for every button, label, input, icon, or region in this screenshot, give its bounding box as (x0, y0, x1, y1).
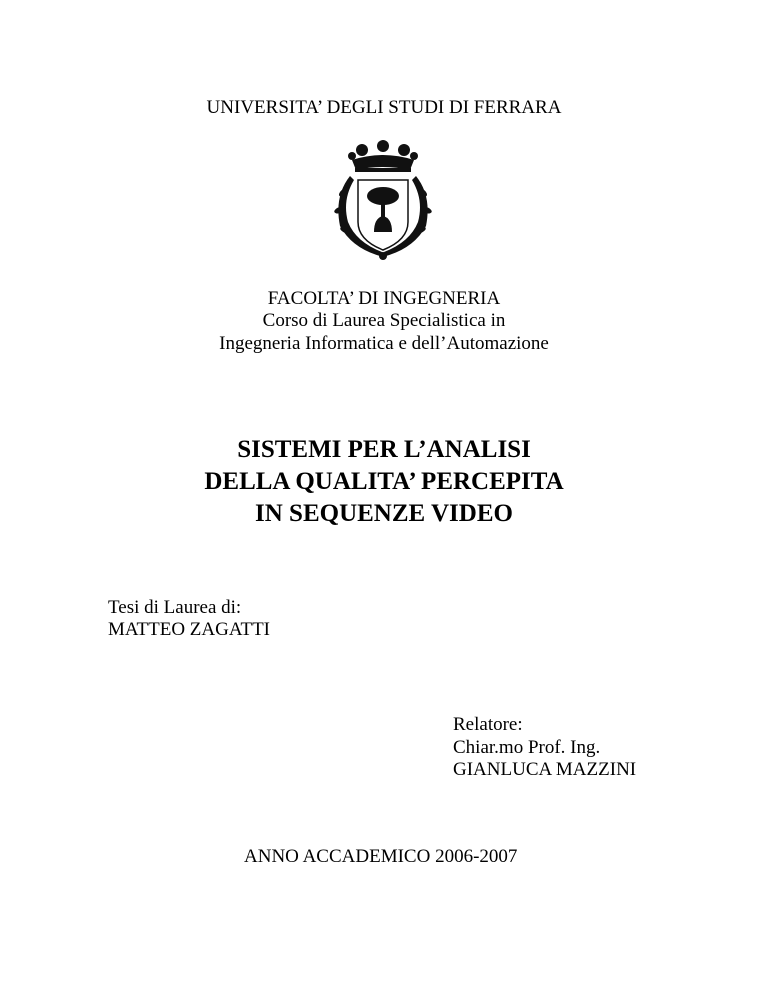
thesis-title-line-2: DELLA QUALITA’ PERCEPITA (204, 468, 564, 495)
university-name: UNIVERSITA’ DEGLI STUDI DI FERRARA (206, 97, 562, 118)
faculty-name: FACOLTA’ DI INGEGNERIA (267, 288, 501, 309)
course-line-2: Ingegneria Informatica e dell’Automazione (219, 333, 549, 354)
advisor-title: Chiar.mo Prof. Ing. (453, 737, 601, 758)
advisor-name: GIANLUCA MAZZINI (453, 759, 637, 780)
thesis-title-line-3: IN SEQUENZE VIDEO (255, 500, 513, 527)
advisor-label: Relatore: (453, 714, 523, 735)
author-label: Tesi di Laurea di: (108, 597, 242, 618)
university-crest-icon (322, 136, 444, 262)
course-line-1: Corso di Laurea Specialistica in (262, 310, 506, 331)
author-name: MATTEO ZAGATTI (108, 619, 271, 640)
academic-year: ANNO ACCADEMICO 2006-2007 (244, 846, 518, 867)
thesis-title-line-1: SISTEMI PER L’ANALISI (237, 436, 531, 463)
